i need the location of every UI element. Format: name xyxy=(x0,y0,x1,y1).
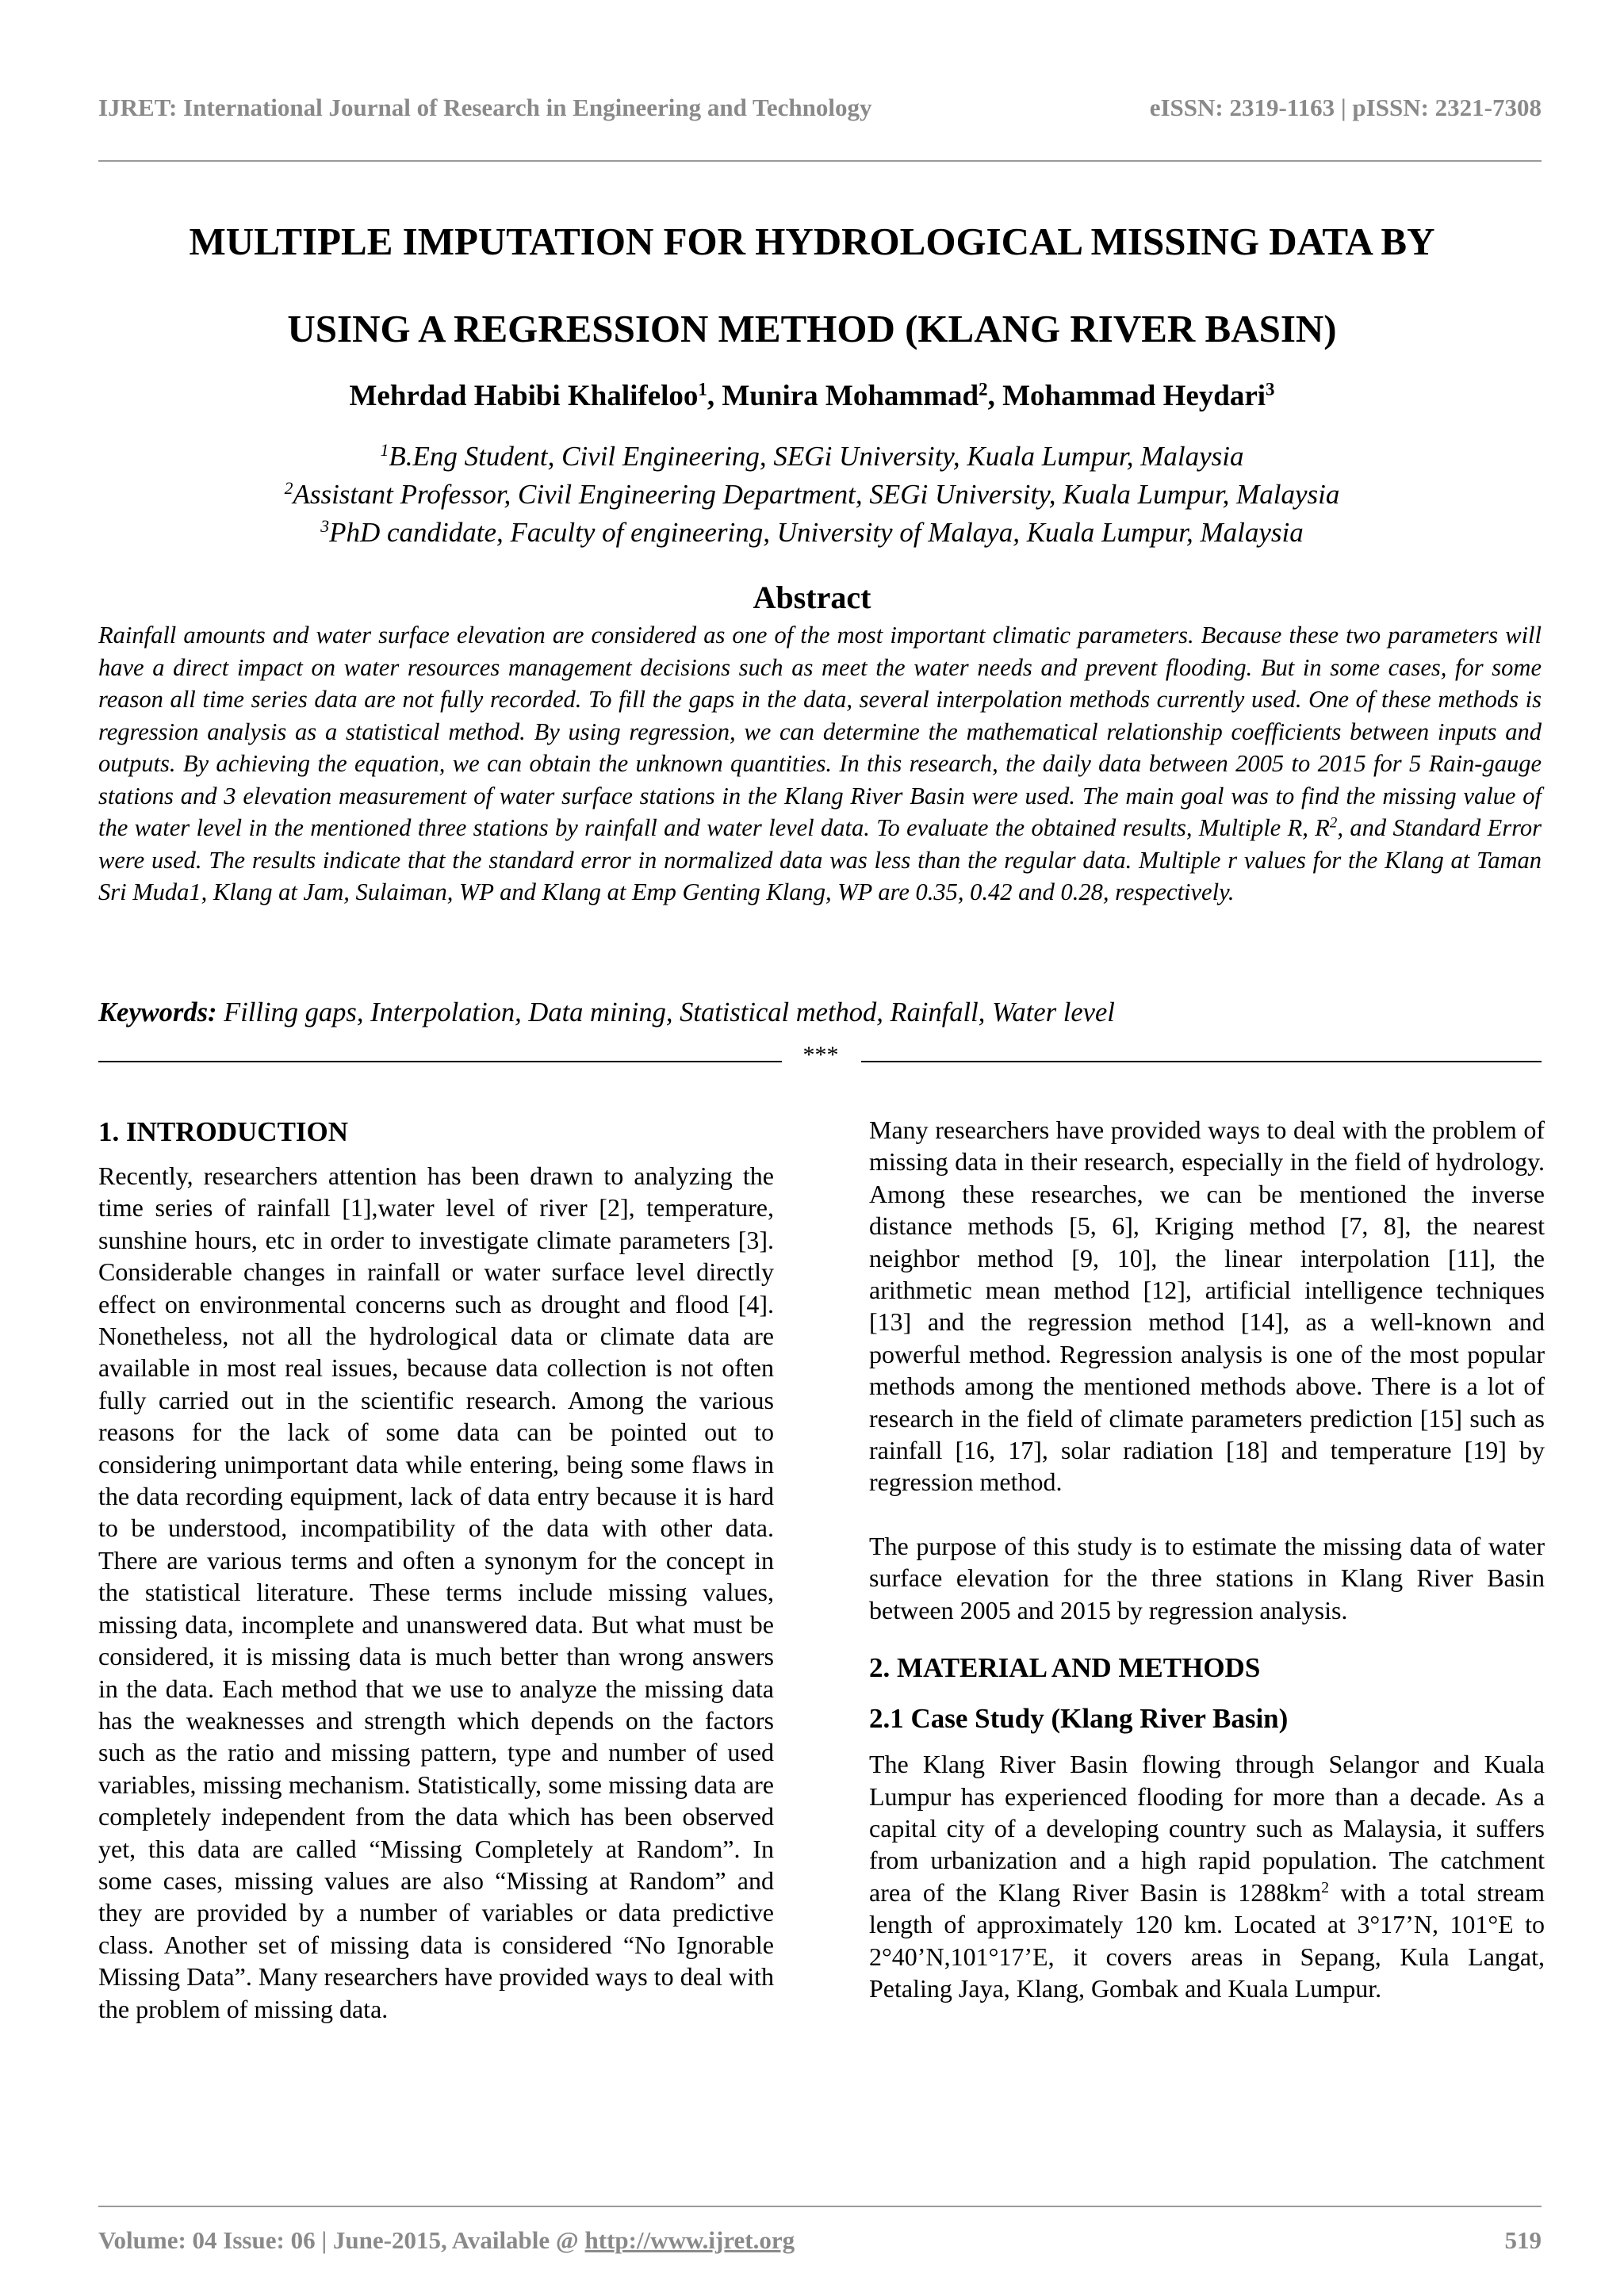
affiliation-sup: 1 xyxy=(380,441,389,461)
affiliation-list xyxy=(0,438,1624,552)
affiliation xyxy=(0,438,1624,476)
author-list xyxy=(0,379,1624,413)
divider-dash-left xyxy=(98,1061,782,1062)
abstract-text-cont: , and Standard Error were used. The results indicate that the standard error in normalized data was less than the regular data. Multiple r values for the Klang at Taman Sri Muda1, Klang at Jam, Sulaiman, WP and Klang at Emp Genting Klang, WP are 0.35, 0.42 and 0.28, respectively. xyxy=(98,814,1542,905)
section-2-1-heading: 2.1 Case Study (Klang River Basin) xyxy=(869,1703,1289,1735)
affiliation-sup: 2 xyxy=(284,479,293,499)
author-sep: , xyxy=(987,380,1003,412)
footer-info xyxy=(98,2226,795,2255)
author-name: Mehrdad Habibi Khalifeloo xyxy=(349,380,699,412)
author-sup: 1 xyxy=(698,379,707,400)
divider-stars: *** xyxy=(802,1042,839,1068)
journal-name: IJRET: International Journal of Research in Engineering and Technology xyxy=(98,94,872,121)
paper-title xyxy=(79,198,1545,373)
keywords xyxy=(98,997,1542,1028)
header-rule xyxy=(98,160,1542,162)
divider-dash-right xyxy=(861,1061,1542,1062)
author-name: Mohammad Heydari xyxy=(1002,380,1266,412)
keywords-label: Keywords: xyxy=(98,997,217,1027)
case-study-sup: 2 xyxy=(1321,1878,1330,1896)
author-sep: , xyxy=(707,380,722,412)
abstract-sup: 2 xyxy=(1329,814,1338,832)
section-2-heading: 2. MATERIAL AND METHODS xyxy=(869,1652,1261,1684)
affiliation-text: Assistant Professor, Civil Engineering Department, SEGi University, Kuala Lumpur, Malaysia xyxy=(293,479,1340,510)
right-column xyxy=(869,1114,1545,2004)
abstract-heading: Abstract xyxy=(753,580,871,615)
journal-link[interactable]: http://www.ijret.org xyxy=(584,2226,795,2254)
intro-paragraph: Recently, researchers attention has been drawn to analyzing the time series of rainfall [1],water level of river [2], temperature, sunshine hours, etc in order to investigate climate parameters [3]. Considerable changes in rainfall or water surface level directly effect on environmental concerns such as drought and flood [4]. Nonetheless, not all the hydrological data or climate data are available in most real issues, because data collection is not often fully carried out in the scientific research. Among the various reasons for the lack of some data can be pointed out to considering unimportant data while entering, being some flaws in the data recording equipment, lack of data entry because it is hard to be understood, incompatibility of the data with other data. There are various terms and often a synonym for the concept in the statistical literature. These terms include missing values, missing data, incomplete and unanswered data. But what must be considered, it is missing data is much better than wrong answers in the data. Each method that we use to analyze the missing data has the weaknesses and strength which depends on the factors such as the ratio and missing pattern, type and number of used variables, missing mechanism. Statistically, some missing data are completely independent from the data which has been observed yet, this data are called “Missing Completely at Random”. In some cases, missing values are also “Missing at Random” and they are provided by a number of variables or data predictive class. Another set of missing data is considered “No Ignorable Missing Data”. Many researchers have provided ways to deal with the problem of missing data. xyxy=(98,1161,774,2023)
keywords-text: Filling gaps, Interpolation, Data mining, Statistical method, Rainfall, Water level xyxy=(216,997,1115,1027)
page-number: 519 xyxy=(1504,2226,1542,2254)
running-header xyxy=(98,94,1542,133)
footer-text: Volume: 04 Issue: 06 | June-2015, Available @ xyxy=(98,2226,585,2254)
affiliation-sup: 3 xyxy=(320,517,330,537)
author-name: Munira Mohammad xyxy=(722,380,979,412)
right-paragraph-2: The purpose of this study is to estimate the missing data of water surface elevation for the three stations in Klang River Basin between 2005 and 2015 by regression analysis. xyxy=(869,1531,1545,1624)
left-column xyxy=(98,1114,774,2025)
abstract-body xyxy=(98,619,1542,909)
intro-heading: 1. INTRODUCTION xyxy=(98,1116,349,1147)
footer-rule xyxy=(98,2206,1542,2207)
case-study-text-cont: with a total stream length of approximately 120 km. Located at 3°17’N, 101°E to 2°40’N,101°17’E, it covers areas in Sepang, Kula Langat, Petaling Jaya, Klang, Gombak and Kuala Lumpur. xyxy=(869,1877,1545,2003)
author-sup: 3 xyxy=(1266,379,1275,400)
title-line-2: USING A REGRESSION METHOD (KLANG RIVER BASIN) xyxy=(287,307,1337,350)
right-paragraph-3 xyxy=(869,1748,1545,2004)
affiliation xyxy=(0,476,1624,514)
section-divider xyxy=(98,1042,1542,1073)
affiliation-text: B.Eng Student, Civil Engineering, SEGi University, Kuala Lumpur, Malaysia xyxy=(389,441,1244,472)
title-line-1: MULTIPLE IMPUTATION FOR HYDROLOGICAL MISSING DATA BY xyxy=(189,220,1435,263)
affiliation-text: PhD candidate, Faculty of engineering, University of Malaya, Kuala Lumpur, Malaysia xyxy=(329,517,1304,548)
abstract-text: Rainfall amounts and water surface elevation are considered as one of the most important climatic parameters. Because these two parameters will have a direct impact on water resources management decisions such as meet the water needs and prevent flooding. But in some cases, for some reason all time series data are not fully recorded. To fill the gaps in the data, several interpolation methods currently used. One of these methods is regression analysis as a statistical method. By using regression, we can determine the mathematical relationship coefficients between inputs and outputs. By achieving the equation, we can obtain the unknown quantities. In this research, the daily data between 2005 to 2015 for 5 Rain-gauge stations and 3 elevation measurement of water surface stations in the Klang River Basin were used. The main goal was to find the missing value of the water level in the mentioned three stations by rainfall and water level data. To evaluate the obtained results, Multiple R, R xyxy=(98,622,1542,841)
right-paragraph-1: Many researchers have provided ways to deal with the problem of missing data in their research, especially in the field of hydrology. Among these researches, we can be mentioned the inverse distance methods [5, 6], Kriging method [7, 8], the nearest neighbor method [9, 10], the linear interpolation [11], the arithmetic mean method [12], artificial intelligence techniques [13] and the regression method [14], as a well-known and powerful method. Regression analysis is one of the most popular methods among the mentioned methods above. There is a lot of research in the field of climate parameters prediction [15] such as rainfall [16, 17], solar radiation [18] and temperature [19] by regression method. xyxy=(869,1115,1545,1497)
affiliation xyxy=(0,514,1624,552)
case-study-text: The Klang River Basin flowing through Selangor and Kuala Lumpur has experienced flooding for more than a decade. As a capital city of a developing country such as Malaysia, it suffers from urbanization and a high rapid population. The catchment area of the Klang River Basin is 1288km xyxy=(869,1750,1545,1907)
issn-info: eISSN: 2319-1163 | pISSN: 2321-7308 xyxy=(1149,94,1542,121)
author-sup: 2 xyxy=(979,379,988,400)
